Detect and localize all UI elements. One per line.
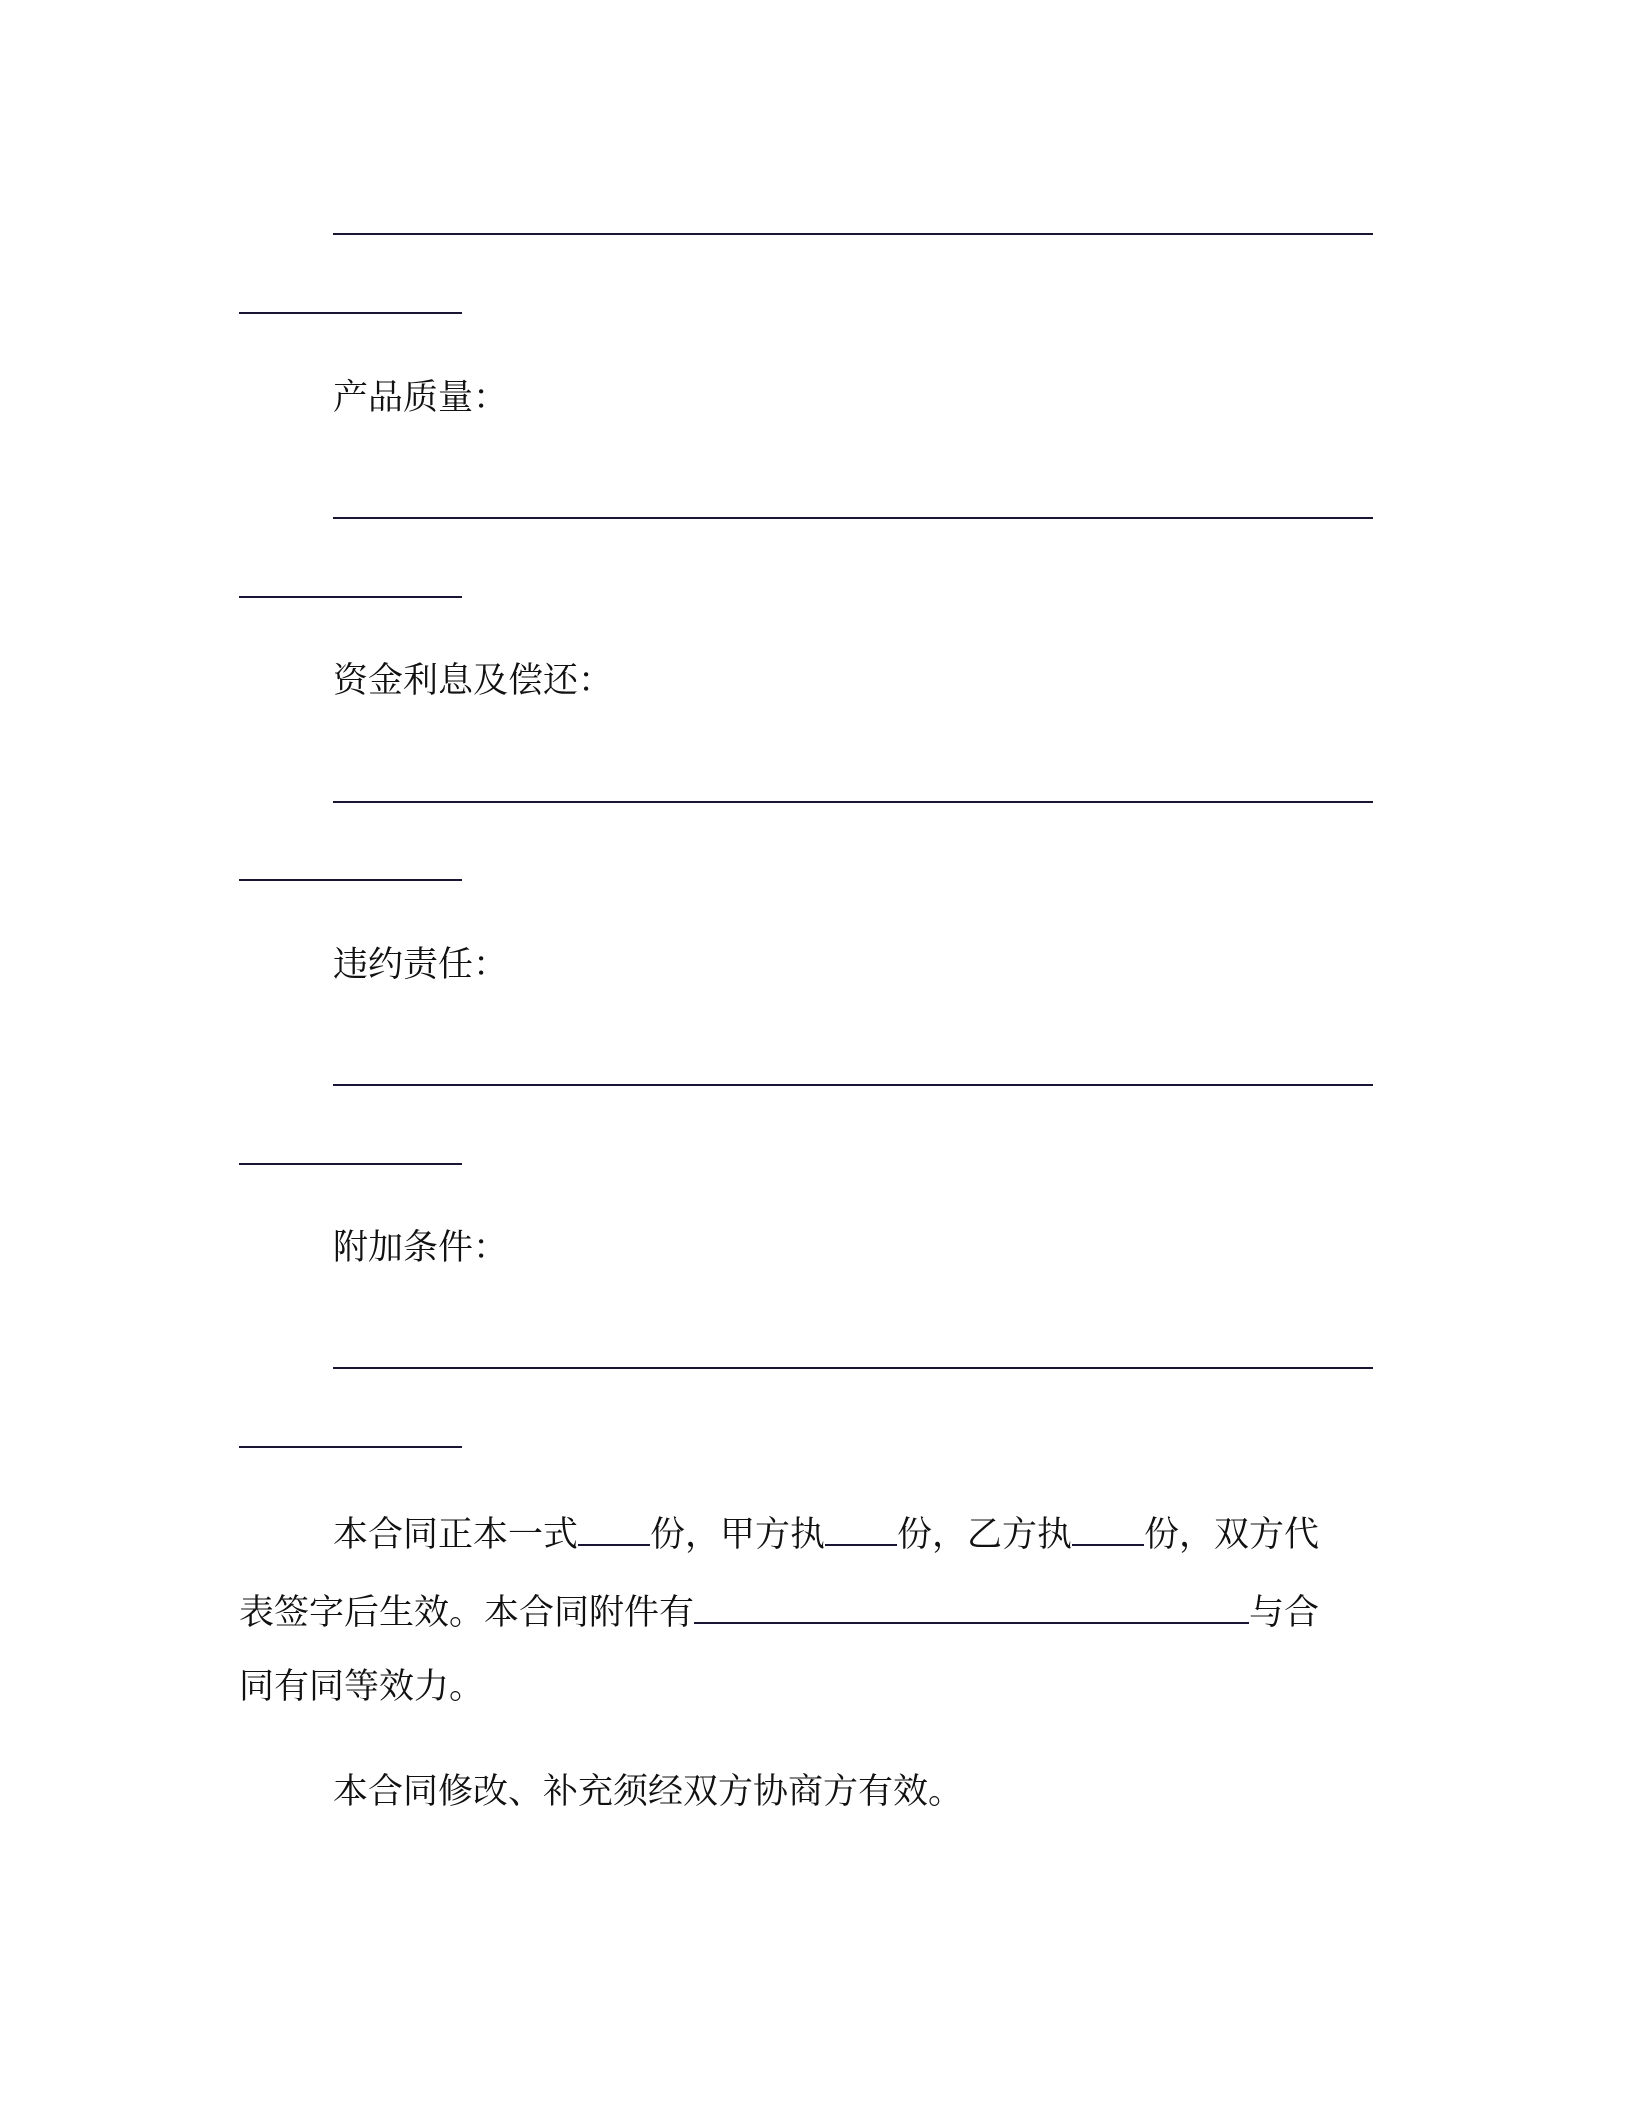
fill-line-short xyxy=(239,1163,462,1165)
fill-line-short xyxy=(239,312,462,314)
copies-text-4: 份，双方代 xyxy=(1144,1515,1320,1555)
attachment-text: 表签字后生效。本合同附件有 xyxy=(239,1593,695,1633)
section-heading-funds-interest: 资金利息及偿还： xyxy=(333,661,614,701)
copies-clause-line-1 xyxy=(333,1510,1319,1557)
fill-line xyxy=(333,517,1373,519)
copies-clause-line-2 xyxy=(239,1588,1319,1635)
fill-line xyxy=(333,1367,1373,1369)
copies-text-1: 本合同正本一式 xyxy=(333,1515,579,1555)
fill-line-short xyxy=(239,879,462,881)
copies-text-3: 份，乙方执 xyxy=(897,1515,1073,1555)
copies-clause-line-3: 同有同等效力。 xyxy=(239,1667,485,1707)
fill-line xyxy=(333,233,1373,235)
section-heading-additional-conditions: 附加条件： xyxy=(333,1228,509,1268)
fill-line xyxy=(333,1084,1373,1086)
amendment-clause: 本合同修改、补充须经双方协商方有效。 xyxy=(333,1772,964,1812)
attachment-text-end: 与合 xyxy=(1249,1593,1320,1633)
fill-line-short xyxy=(239,1446,462,1448)
party-b-copies-blank xyxy=(1072,1510,1144,1546)
fill-line xyxy=(333,801,1373,803)
section-heading-product-quality: 产品质量： xyxy=(333,378,509,418)
fill-line-short xyxy=(239,596,462,598)
attachment-blank xyxy=(694,1588,1249,1624)
copies-text-2: 份，甲方执 xyxy=(650,1515,826,1555)
copies-total-blank xyxy=(578,1510,650,1546)
section-heading-breach-liability: 违约责任： xyxy=(333,945,509,985)
party-a-copies-blank xyxy=(825,1510,897,1546)
